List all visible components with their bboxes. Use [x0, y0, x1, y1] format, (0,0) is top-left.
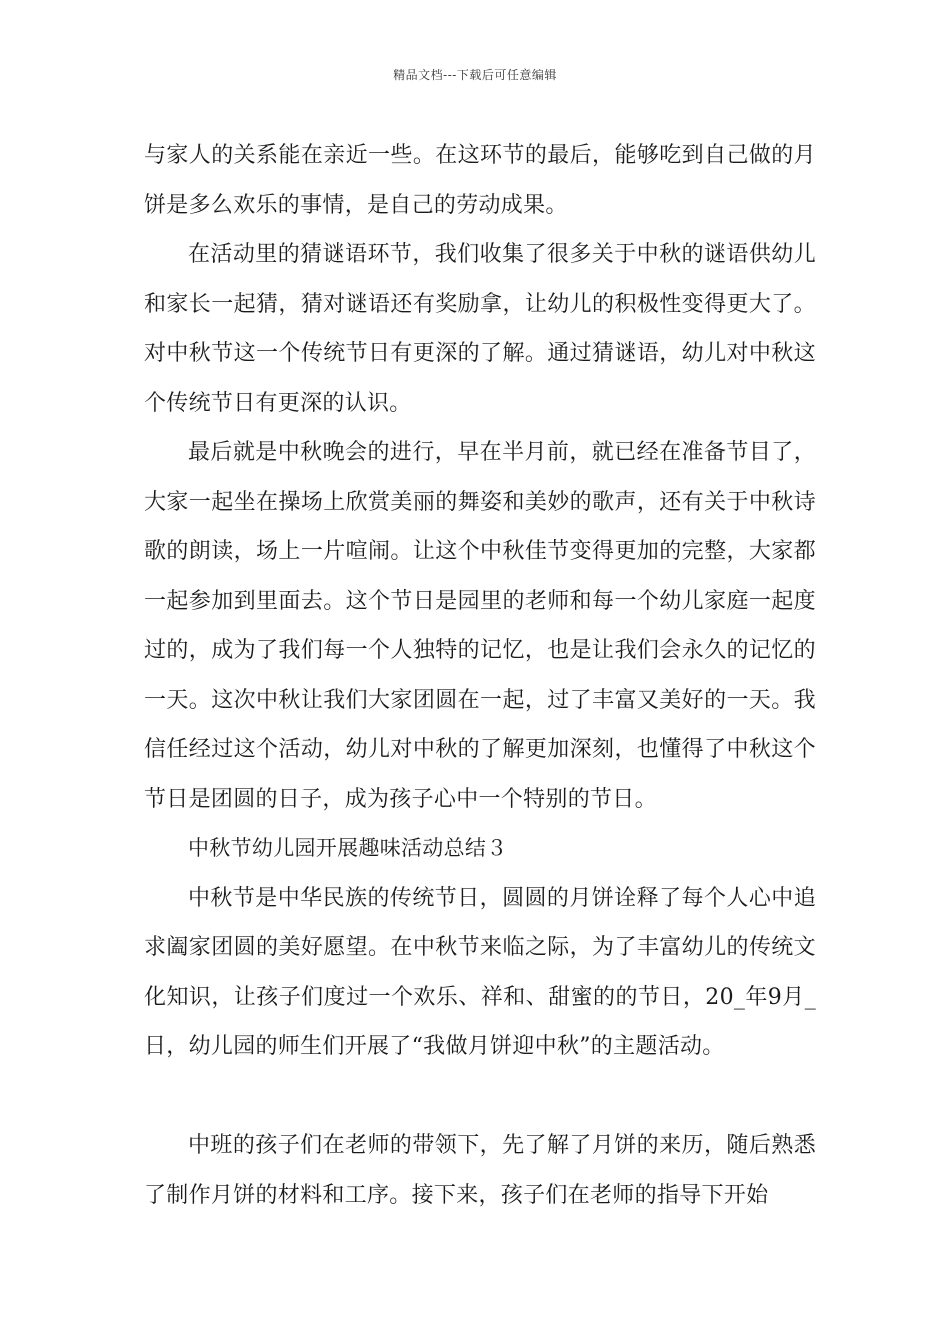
paragraph-evening-party: 最后就是中秋晚会的进行，早在半月前，就已经在准备节目了，大家一起坐在操场上欣赏美丽的舞姿和美妙的歌声，还有关于中秋诗歌的朗读，场上一片喧闹。让这个中秋佳节变得更加的完整，大家都一起参加到里面去。这个节日是园里的老师和每一个幼儿家庭一起度过的，成为了我们每一个人独特的记忆，也是让我们会永久的记忆的一天。这次中秋让我们大家团圆在一起，过了丰富又美好的一天。我信任经过这个活动，幼儿对中秋的了解更加深刻，也懂得了中秋这个节日是团圆的日子，成为孩子心中一个特别的节日。 [144, 440, 816, 812]
paragraph-riddles: 在活动里的猜谜语环节，我们收集了很多关于中秋的谜语供幼儿和家长一起猜，猜对谜语还有奖励拿，让幼儿的积极性变得更大了。对中秋节这一个传统节日有更深的了解。通过猜谜语，幼儿对中秋这个传统节日有更深的认识。 [144, 242, 816, 416]
document-body [144, 131, 816, 1220]
paragraph-continuation: 与家人的关系能在亲近一些。在这环节的最后，能够吃到自己做的月饼是多么欢乐的事情，是自己的劳动成果。 [144, 143, 816, 218]
paragraph-middle-class: 中班的孩子们在老师的带领下，先了解了月饼的来历，随后熟悉了制作月饼的材料和工序。接下来，孩子们在老师的指导下开始 [144, 1133, 816, 1208]
page-header: 精品文档---下载后可任意编辑 [393, 68, 557, 82]
section-heading: 中秋节幼儿园开展趣味活动总结３ [188, 836, 508, 860]
blank-line [144, 1072, 816, 1122]
paragraph-introduction: 中秋节是中华民族的传统节日，圆圆的月饼诠释了每个人心中追求阖家团圆的美好愿望。在中秋节来临之际，为了丰富幼儿的传统文化知识，让孩子们度过一个欢乐、祥和、甜蜜的的节日，20_年9月_日，幼儿园的师生们开展了“我做月饼迎中秋”的主题活动。 [144, 885, 816, 1059]
